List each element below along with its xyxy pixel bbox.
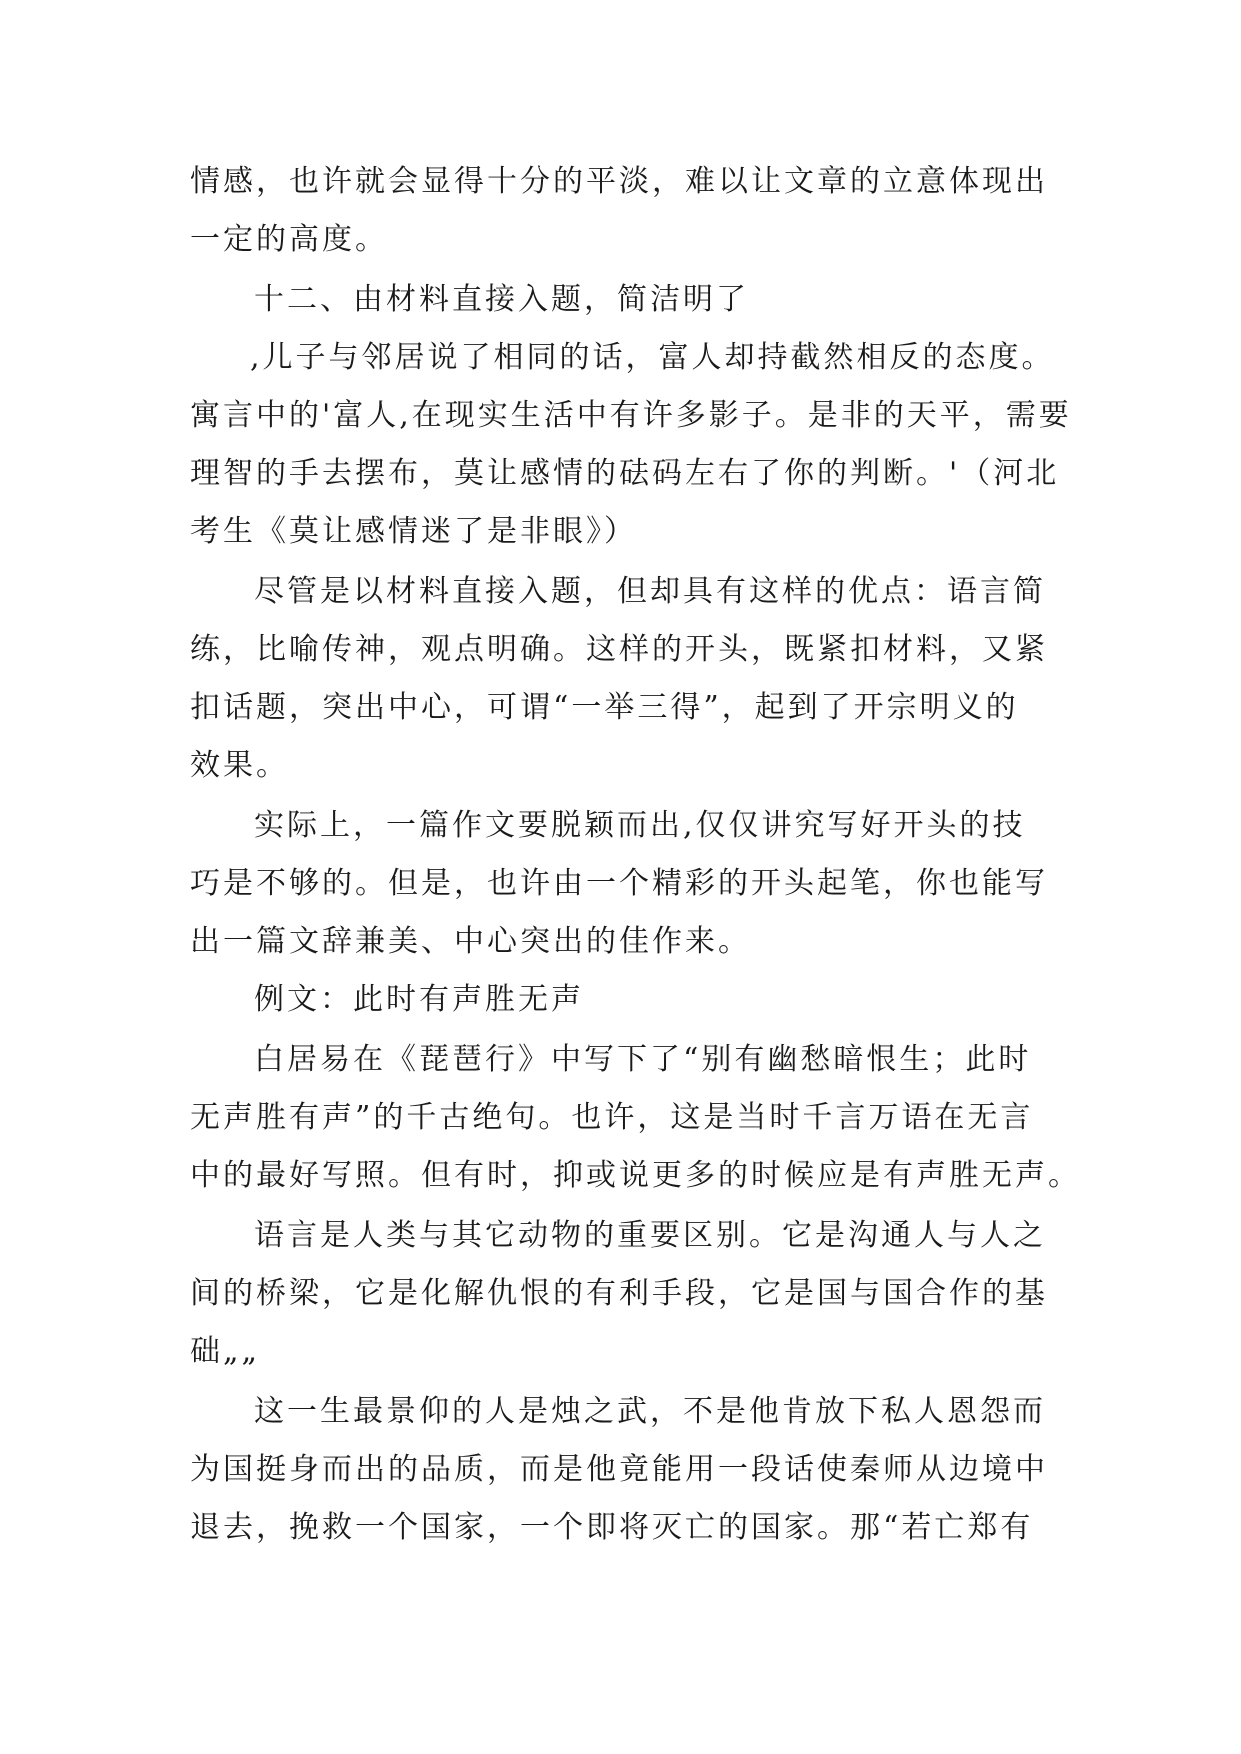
text-line-23: 为国挺身而出的品质，而是他竟能用一段话使秦师从边境中 [190,1452,1048,1487]
text-line-12: 实际上，一篇作文要脱颖而出,仅仅讲究写好开头的技 [254,808,1026,843]
text-line-5: 寓言中的'富人,在现实生活中有许多影子。是非的天平，需要 [190,398,1072,433]
text-line-8: 尽管是以材料直接入题，但却具有这样的优点：语言简 [254,574,1046,609]
text-line-10: 扣话题，突出中心，可谓“一举三得”，起到了开宗明义的 [190,690,1019,725]
text-line-24: 退去，挽救一个国家，一个即将灭亡的国家。那“若亡郑有 [190,1510,1034,1545]
text-line-6: 理智的手去摆布，莫让感情的砝码左右了你的判断。'（河北 [190,456,1060,491]
text-line-14: 出一篇文辞兼美、中心突出的佳作来。 [190,924,751,959]
text-line-11: 效果。 [190,748,289,783]
text-line-18: 中的最好写照。但有时，抑或说更多的时候应是有声胜无声。 [190,1158,1081,1193]
text-line-1: 情感，也许就会显得十分的平淡，难以让文章的立意体现出 [190,164,1048,199]
section-heading: 十二、由材料直接入题，简洁明了 [254,282,749,317]
text-line-7: 考生《莫让感情迷了是非眼》） [190,514,637,549]
text-line-16: 白居易在《琵琶行》中写下了“别有幽愁暗恨生；此时 [254,1042,1032,1077]
text-line-17: 无声胜有声”的千古绝句。也许，这是当时千言万语在无言 [190,1100,1034,1135]
text-line-4: ,儿子与邻居说了相同的话，富人却持截然相反的态度。 [250,340,1055,375]
text-line-21: 础„„ [190,1334,261,1369]
example-title: 例文：此时有声胜无声 [254,982,584,1017]
text-line-20: 间的桥梁，它是化解仇恨的有利手段，它是国与国合作的基 [190,1276,1048,1311]
text-line-19: 语言是人类与其它动物的重要区别。它是沟通人与人之 [254,1218,1046,1253]
text-line-22: 这一生最景仰的人是烛之武，不是他肯放下私人恩怨而 [254,1394,1046,1429]
text-line-2: 一定的高度。 [190,222,388,257]
text-line-13: 巧是不够的。但是，也许由一个精彩的开头起笔，你也能写 [190,866,1048,901]
text-line-9: 练，比喻传神，观点明确。这样的开头，既紧扣材料，又紧 [190,632,1048,667]
